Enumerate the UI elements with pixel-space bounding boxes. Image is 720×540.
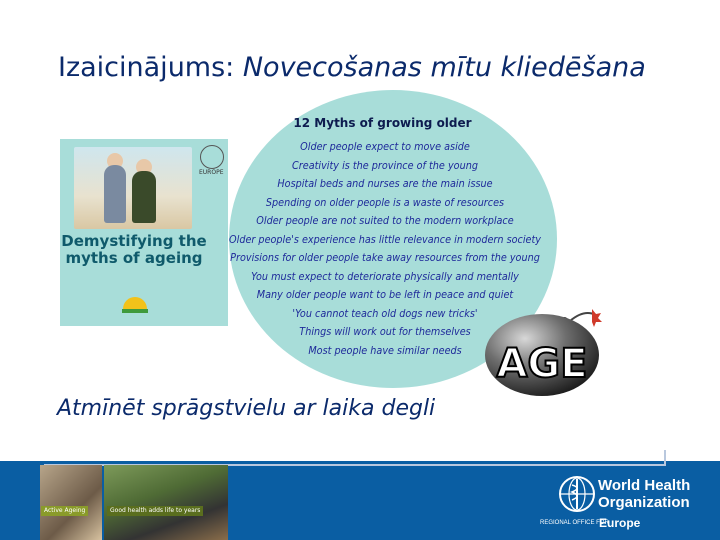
list-item: Older people are not suited to the modern workplace — [256, 215, 514, 227]
list-item: Most people have similar needs — [308, 344, 462, 357]
bomb-icon — [484, 305, 604, 397]
myths-heading: 12 Myths of growing older — [293, 116, 472, 130]
who-emblem-icon — [558, 475, 596, 513]
footer-photo — [104, 465, 228, 540]
list-item: Creativity is the province of the young — [292, 159, 478, 172]
org-name — [598, 477, 690, 511]
slide-subtitle: Atmīnēt sprāgstvielu ar laika degli — [57, 396, 436, 421]
sunrise-logo-icon — [120, 295, 150, 315]
divider — [664, 450, 666, 466]
region-label: Europe — [599, 516, 641, 530]
photo-label: Active Ageing — [41, 506, 88, 516]
title-prefix: Izaicinājums: — [58, 52, 235, 83]
title-emphasis: Novecošanas mītu kliedēšana — [242, 52, 646, 83]
list-item: Spending on older people is a waste of resources — [265, 196, 505, 209]
list-item: 'You cannot teach old dogs new tricks' — [292, 307, 478, 320]
book-publisher-mark: EUROPE — [199, 169, 224, 176]
list-item: Older people expect to move aside — [300, 141, 470, 153]
book-title: Demystifying the myths of ageing — [61, 232, 207, 267]
list-item: Provisions for older people take away resources from the young — [230, 252, 540, 264]
bomb-label: AGE — [496, 341, 588, 387]
list-item: You must expect to deteriorate physically and mentally — [251, 270, 519, 283]
org-name-line1: World Health — [598, 477, 691, 494]
regional-office-label: REGIONAL OFFICE FOR — [540, 520, 609, 526]
list-item: Many older people want to be left in peace and quiet — [256, 289, 514, 301]
slide-title — [58, 52, 646, 83]
org-name-line2: Organization — [598, 494, 690, 511]
list-item: Hospital beds and nurses are the main issue — [277, 178, 493, 190]
list-item: Things will work out for themselves — [299, 326, 471, 338]
book-photo — [74, 147, 192, 229]
footer-photo — [40, 465, 102, 540]
book-cover — [60, 139, 228, 326]
list-item: Older people's experience has little relevance in modern society — [229, 233, 541, 246]
photo-label: Good health adds life to years — [107, 506, 203, 516]
